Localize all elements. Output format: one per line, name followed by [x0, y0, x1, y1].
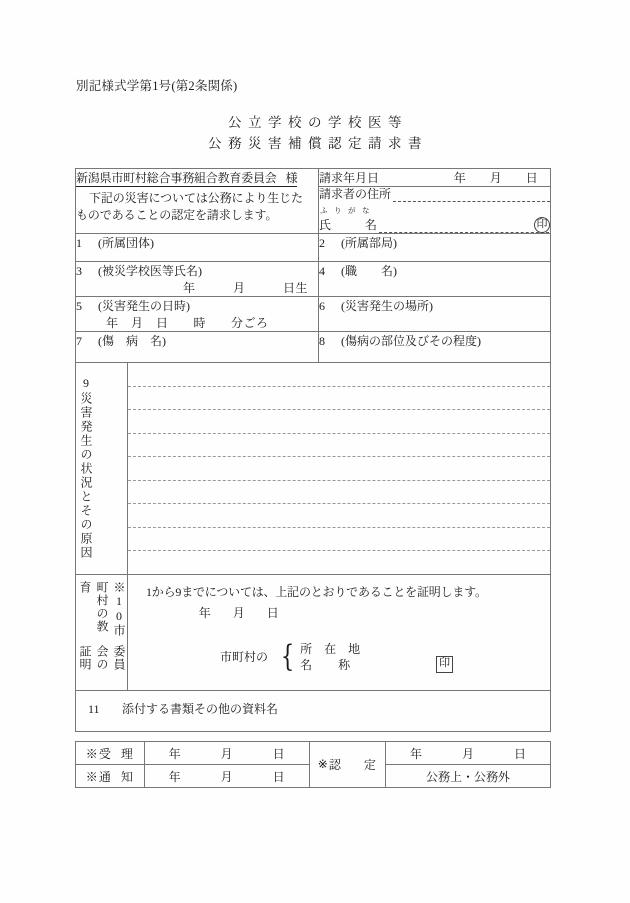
- table-row: [76, 574, 551, 690]
- writing-line[interactable]: [128, 434, 550, 458]
- item-3-label: 3 (被災学校医等氏名): [76, 264, 202, 278]
- writing-line[interactable]: [128, 363, 550, 387]
- approval-date-field[interactable]: 年 月 日: [385, 742, 550, 765]
- notification-date-field[interactable]: 年 月 日: [144, 765, 309, 788]
- addressee-name: 新潟県市町村総合事務組合教育委員会: [76, 171, 277, 185]
- table-row: [76, 234, 551, 262]
- section-10-vertical-label: ※10市町村の教育 委員会の証明: [78, 580, 126, 672]
- item-8-label: 8 (傷病の部位及びその程度): [319, 334, 482, 348]
- certification-date[interactable]: 年 月 日: [198, 605, 280, 620]
- certification-body: [128, 575, 550, 673]
- request-statement-line-1: 下記の災害については公務により生じた: [89, 191, 303, 205]
- request-date-fields: [442, 169, 550, 186]
- notification-label: ※通 知: [76, 765, 145, 788]
- approval-result-text: 公務上・公務外: [425, 769, 510, 784]
- municipality-block: [128, 638, 550, 674]
- seal-icon: 印: [534, 217, 550, 233]
- item-3-birthdate: 年 月 日生: [183, 281, 309, 295]
- item-6-label: 6 (災害発生の場所): [319, 299, 434, 313]
- municipality-location-label: 所 在 地: [300, 641, 361, 656]
- item-2-label: 2 (所属部局): [319, 236, 398, 250]
- request-date-row: [319, 169, 550, 186]
- request-date-label: 請求年月日: [319, 171, 380, 185]
- applicant-address-label: 請求者の住所: [319, 187, 392, 201]
- item-7-label: 7 (傷 病 名): [76, 334, 166, 348]
- item-4-label: 4 (職 名): [319, 264, 398, 278]
- addressee-honorific: 様: [285, 171, 298, 185]
- table-row: [76, 332, 551, 363]
- applicant-name-input[interactable]: [379, 221, 549, 233]
- writing-line[interactable]: [128, 481, 550, 505]
- year-label: 年: [453, 171, 467, 185]
- item-5-label: 5 (災害発生の日時): [76, 299, 190, 313]
- municipality-name-label: 名 称: [300, 657, 351, 672]
- table-row: [76, 690, 551, 731]
- applicant-name-label: 氏 名: [319, 218, 378, 232]
- certification-statement: 1から9までについては、上記のとおりであることを証明します。: [146, 584, 487, 599]
- applicant-name-row: [319, 217, 550, 233]
- writing-lines[interactable]: [128, 363, 550, 574]
- approval-result-field[interactable]: [385, 765, 550, 788]
- item-3-cell[interactable]: [76, 262, 319, 297]
- writing-line[interactable]: [128, 387, 550, 411]
- seal-icon: 印: [436, 656, 453, 673]
- request-statement: [76, 190, 318, 223]
- item-1-label: 1 (所属団体): [76, 236, 154, 250]
- addressee-cell: [76, 169, 319, 234]
- section-9-vertical-label: 9 災害発生の状況とその原因: [79, 376, 93, 561]
- furigana-label: ふりがな: [320, 206, 377, 215]
- writing-line[interactable]: [128, 528, 550, 552]
- municipality-fields: [300, 641, 360, 673]
- document-title: [0, 112, 630, 154]
- applicant-address-row: [319, 187, 550, 202]
- main-form-table: [75, 168, 551, 732]
- table-row: [76, 363, 551, 575]
- applicant-block: [319, 187, 550, 233]
- writing-line[interactable]: [128, 504, 550, 528]
- applicant-info-cell[interactable]: [319, 187, 551, 234]
- municipality-lead: 市町村の: [220, 650, 269, 664]
- title-line-2: 公務災害補償認定請求書: [208, 136, 428, 151]
- section-9-label-cell: [76, 363, 128, 575]
- table-row: [76, 297, 551, 332]
- day-label: 日: [525, 171, 539, 185]
- item-7-cell[interactable]: [76, 332, 319, 363]
- item-4-cell[interactable]: [319, 262, 551, 297]
- request-date-cell[interactable]: [319, 169, 551, 187]
- title-line-1: 公立学校の学校医等: [228, 115, 408, 130]
- item-6-cell[interactable]: [319, 297, 551, 332]
- item-2-cell[interactable]: [319, 234, 551, 262]
- section-10-label-cell: [76, 574, 128, 690]
- receipt-approval-table: [75, 741, 551, 788]
- addressee-line: [76, 169, 297, 187]
- table-row: [76, 742, 551, 765]
- approval-label: ※認 定: [309, 742, 385, 788]
- applicant-address-input[interactable]: [393, 190, 550, 202]
- receipt-date-field[interactable]: 年 月 日: [144, 742, 309, 765]
- section-11-label: 11 添付する書類その他の資料名: [88, 701, 279, 716]
- table-row: [76, 169, 551, 187]
- request-statement-line-2: ものであることの認定を請求します。: [76, 207, 278, 222]
- writing-line[interactable]: [128, 457, 550, 481]
- receipt-label: ※受 理: [76, 742, 145, 765]
- section-9-writing-area[interactable]: [128, 363, 551, 575]
- brace-icon: {: [280, 638, 295, 674]
- item-8-cell[interactable]: [319, 332, 551, 363]
- writing-line[interactable]: [128, 551, 550, 574]
- form-number: 別記様式学第1号(第2条関係): [76, 79, 238, 93]
- section-11-cell[interactable]: [76, 690, 551, 731]
- item-1-cell[interactable]: [76, 234, 319, 262]
- month-label: 月: [489, 171, 503, 185]
- section-10-body-cell[interactable]: [128, 574, 551, 690]
- item-5-datetime: 年 月 日 時 分ごろ: [106, 316, 269, 330]
- table-row: [76, 262, 551, 297]
- writing-line[interactable]: [128, 410, 550, 434]
- item-5-cell[interactable]: [76, 297, 319, 332]
